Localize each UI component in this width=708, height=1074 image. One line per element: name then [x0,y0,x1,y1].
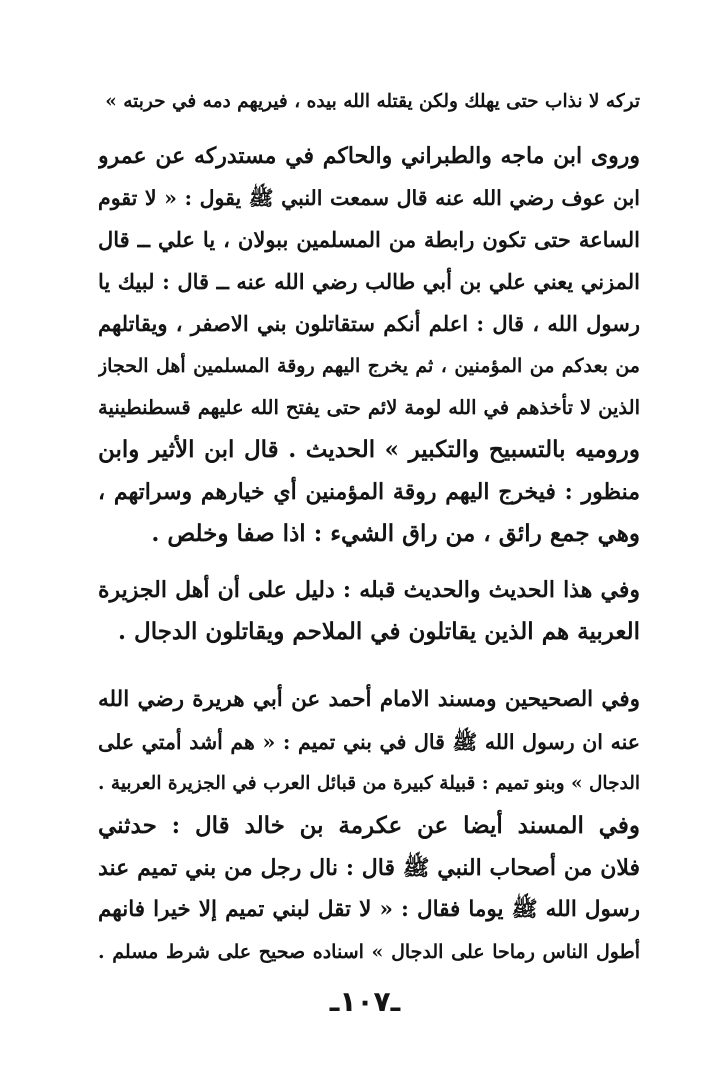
text-line: من بعدكم من المؤمنين ، ثم يخرج اليهم روقة المسلمين أهل الحجاز [98,355,640,377]
text-line: وفي الصحيحين ومسند الامام أحمد عن أبي هريرة رضي الله [98,687,640,712]
page-number: ـ١٠٧ـ [329,985,401,1018]
text-line: تركه لا نذاب حتى يهلك ولكن يقتله الله بيده ، فيريهم دمه في حربته » [105,91,640,112]
text-line: منظور : فيخرج اليهم روقة المؤمنين أي خيارهم وسراتهم ، [98,479,640,505]
text-line: الساعة حتى تكون رابطة من المسلمين ببولان ، يا علي ــ قال [98,227,640,252]
text-line: ابن عوف رضي الله عنه قال سمعت النبي ﷺ يقول : « لا تقوم [98,186,640,210]
text-line: الذين لا تأخذهم في الله لومة لائم حتى يفتح الله عليهم قسطنطينية [98,396,640,419]
text-line: فلان من أصحاب النبي ﷺ قال : نال رجل من بني تميم عند [98,855,640,881]
text-line: وروميه بالتسبيح والتكبير » الحديث . قال ابن الأثير وابن [98,436,640,463]
text-line: عنه ان رسول الله ﷺ قال في بني تميم : « هم أشد أمتي على [98,730,640,754]
text-line: وفي المسند أيضا عن عكرمة بن خالد قال : حدثني [98,812,640,839]
text-line: المزني يعني علي بن أبي طالب رضي الله عنه ــ قال : لبيك يا [98,269,640,294]
text-line: الدجال » وبنو تميم : قبيلة كبيرة من قبائل العرب في الجزيرة العربية . [98,773,640,794]
text-line: وفي هذا الحديث والحديث قبله : دليل على أن أهل الجزيرة [98,577,640,603]
text-line: العربية هم الذين يقاتلون في الملاحم ويقاتلون الدجال . [117,618,640,645]
text-line: رسول الله ، قال : اعلم أنكم ستقاتلون بني الاصفر ، ويقاتلهم [98,311,640,336]
text-line: وهي جمع رائق ، من راق الشيء : اذا صفا وخلص . [151,520,640,547]
text-line: أطول الناس رماحا على الدجال » اسناده صحيح على شرط مسلم . [98,941,640,963]
text-line: رسول الله ﷺ يوما فقال : « لا تقل لبني تميم إلا خيرا فانهم [98,897,640,922]
text-line: وروى ابن ماجه والطبراني والحاكم في مستدركه عن عمرو [98,143,640,169]
